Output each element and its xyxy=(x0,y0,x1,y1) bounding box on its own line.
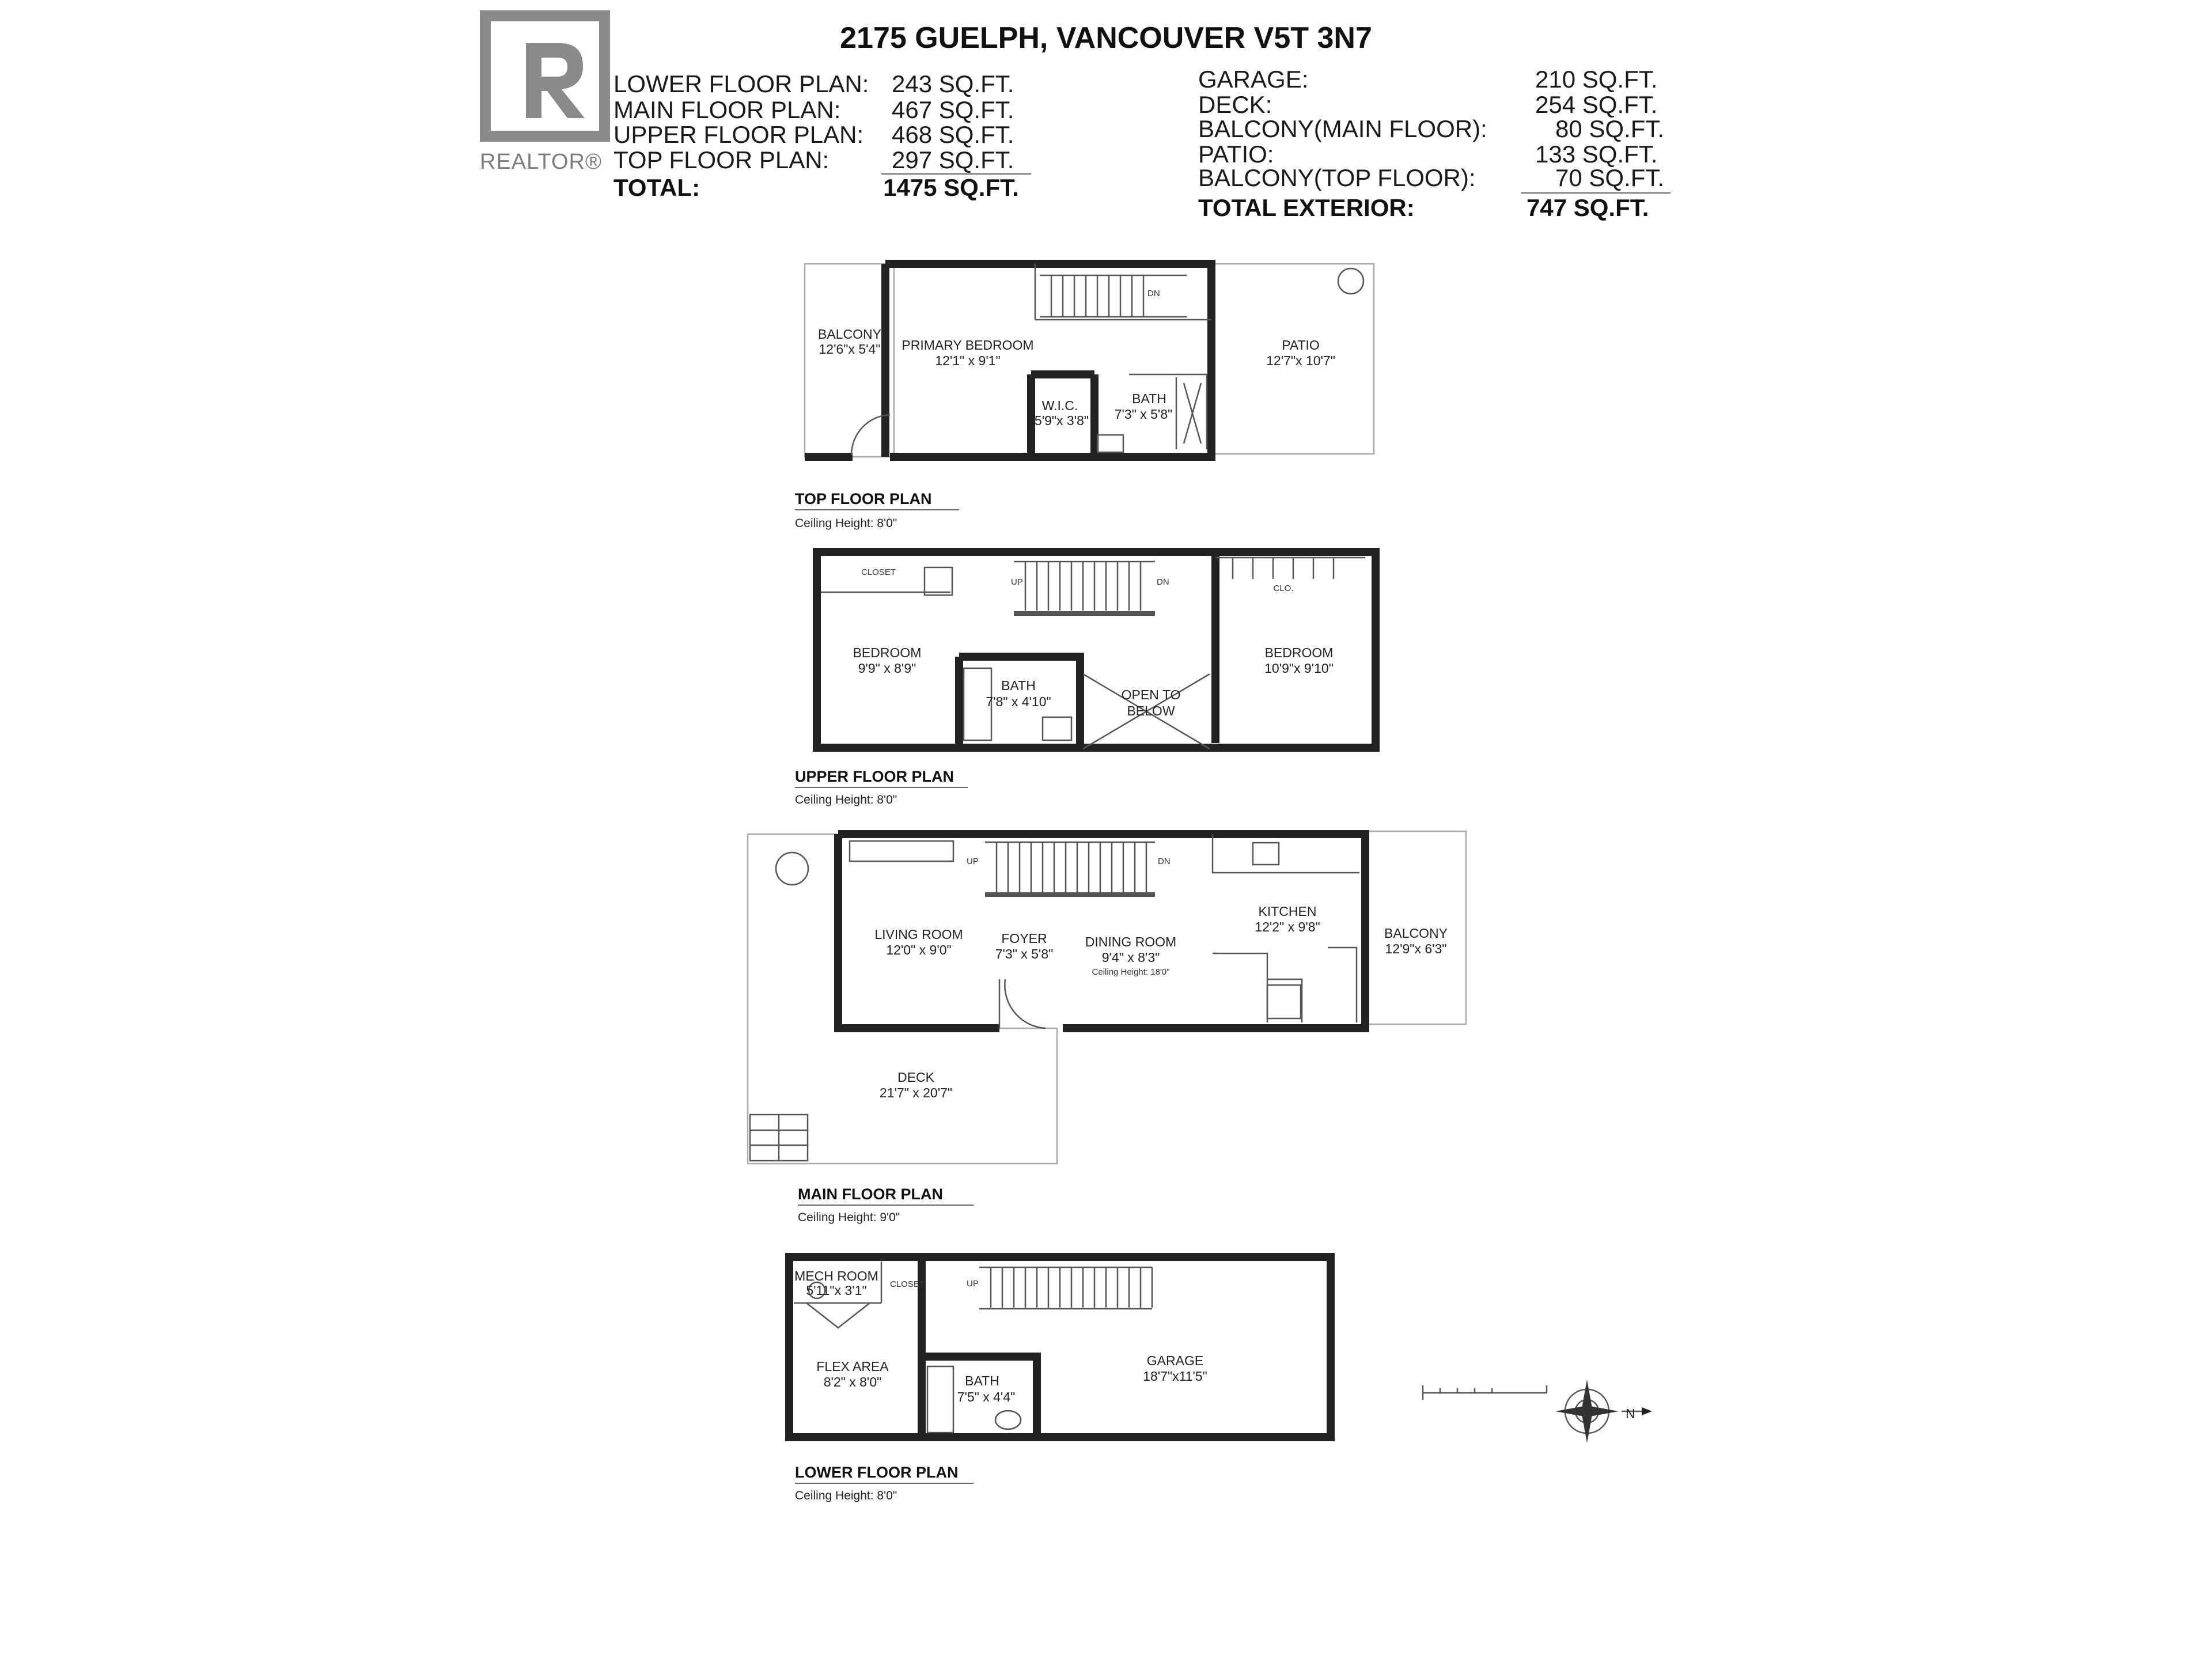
compass-rose-icon xyxy=(1555,1380,1652,1443)
top-floor-ceiling: Ceiling Height: 8'0" xyxy=(795,517,897,530)
top-wic-name: W.I.C. xyxy=(1041,398,1078,413)
interior-area-summary xyxy=(613,70,1031,201)
top-wic-dims: 5'9"x 3'8" xyxy=(1034,413,1089,428)
main-balcony-dims: 12'9"x 6'3" xyxy=(1385,941,1447,956)
exterior-value-balcony-top: 70 SQ.FT. xyxy=(1555,164,1665,191)
exterior-value-balcony-main: 80 SQ.FT. xyxy=(1555,115,1665,142)
upper-bedroom1-dims: 9'9" x 8'9" xyxy=(858,661,916,676)
interior-label-top: TOP FLOOR PLAN: xyxy=(613,146,830,173)
top-patio-name: PATIO xyxy=(1282,338,1320,353)
upper-stair-up-label: UP xyxy=(1011,577,1023,587)
compass-north-label: N xyxy=(1626,1406,1635,1421)
top-stair-dn-label: DN xyxy=(1147,289,1160,298)
mech-door-swing-icon xyxy=(806,1303,870,1328)
lower-closet-label: CLOSET xyxy=(889,1279,925,1289)
lower-bathtub-icon xyxy=(927,1366,953,1433)
upper-floor-title: UPPER FLOOR PLAN xyxy=(795,768,955,785)
main-kitchen-dims: 12'2" x 9'8" xyxy=(1255,919,1320,934)
upper-clo-label: CLO. xyxy=(1273,584,1294,593)
lower-interior-walls xyxy=(922,1257,1037,1437)
exterior-value-patio: 133 SQ.FT. xyxy=(1535,141,1658,168)
upper-bath-dims: 7'8" x 4'10" xyxy=(986,694,1051,709)
main-living-dims: 12'0" x 9'0" xyxy=(886,942,952,957)
upper-floor-ceiling: Ceiling Height: 8'0" xyxy=(795,793,897,806)
main-cabinet xyxy=(850,841,953,861)
lower-flex-dims: 8'2" x 8'0" xyxy=(823,1374,882,1389)
lower-bath-name: BATH xyxy=(965,1373,999,1388)
lower-stair xyxy=(967,1267,1152,1309)
lower-mech-dims: 5'11"x 3'1" xyxy=(806,1283,867,1298)
top-balcony-outline xyxy=(805,264,894,457)
main-foyer-name: FOYER xyxy=(1001,931,1047,946)
upper-stair xyxy=(1011,562,1169,613)
interior-value-lower: 243 SQ.FT. xyxy=(892,70,1014,97)
scale-bar-icon xyxy=(1423,1385,1547,1400)
interior-total-value: 1475 SQ.FT. xyxy=(883,174,1019,201)
main-dining-dims: 9'4" x 8'3" xyxy=(1101,950,1160,965)
main-dining-name: DINING ROOM xyxy=(1085,934,1177,949)
top-stair-walls xyxy=(1035,264,1211,320)
top-bath-dims: 7'3" x 5'8" xyxy=(1114,407,1173,422)
top-balcony-dims: 12'6"x 5'4" xyxy=(819,342,881,357)
realtor-wordmark: REALTOR® xyxy=(480,150,602,174)
main-deck-dims: 21'7" x 20'7" xyxy=(879,1085,953,1100)
kitchen-sink-icon xyxy=(1253,843,1279,865)
lower-sink-icon xyxy=(995,1411,1021,1429)
main-stair-up-label: UP xyxy=(967,857,979,866)
main-balcony-name: BALCONY xyxy=(1384,926,1448,941)
exterior-value-garage: 210 SQ.FT. xyxy=(1535,66,1658,93)
main-floor-title: MAIN FLOOR PLAN xyxy=(798,1185,943,1203)
interior-label-main: MAIN FLOOR PLAN: xyxy=(613,96,841,123)
interior-value-top: 297 SQ.FT. xyxy=(892,146,1014,173)
lower-bath-dims: 7'5" x 4'4" xyxy=(957,1389,1016,1404)
exterior-label-deck: DECK: xyxy=(1198,91,1272,118)
upper-closet-label: CLOSET xyxy=(861,567,896,577)
top-balcony-name: BALCONY xyxy=(818,327,881,342)
interior-value-main: 467 SQ.FT. xyxy=(892,96,1014,123)
lower-garage-name: GARAGE xyxy=(1146,1353,1204,1368)
lower-flex-name: FLEX AREA xyxy=(816,1359,889,1374)
upper-stair-dn-label: DN xyxy=(1157,577,1169,587)
exterior-label-balcony-top: BALCONY(TOP FLOOR): xyxy=(1198,164,1476,191)
plant-icon xyxy=(1338,268,1363,294)
main-kitchen-name: KITCHEN xyxy=(1258,904,1317,919)
main-living-name: LIVING ROOM xyxy=(874,927,963,942)
top-bath-name: BATH xyxy=(1132,391,1166,406)
interior-label-lower: LOWER FLOOR PLAN: xyxy=(613,70,869,97)
lower-floor-title: LOWER FLOOR PLAN xyxy=(795,1464,959,1481)
foyer-door-swing-icon xyxy=(1005,979,1046,1028)
interior-total-label: TOTAL: xyxy=(613,174,700,201)
upper-closet-rods xyxy=(1215,558,1365,579)
main-foyer-dims: 7'3" x 5'8" xyxy=(995,946,1054,961)
upper-bedroom1-name: BEDROOM xyxy=(853,645,922,660)
washer-dryer-icon xyxy=(925,567,952,595)
kitchen-upper-counter xyxy=(1213,834,1359,873)
tree-icon xyxy=(776,853,808,885)
top-patio-dims: 12'7"x 10'7" xyxy=(1266,353,1335,368)
top-floor-title: TOP FLOOR PLAN xyxy=(795,490,932,507)
top-stair xyxy=(1040,275,1187,317)
lower-stair-up-label: UP xyxy=(967,1279,979,1289)
exterior-total-value: 747 SQ.FT. xyxy=(1527,194,1649,221)
exterior-total-label: TOTAL EXTERIOR: xyxy=(1198,194,1415,221)
upper-bedroom2-dims: 10'9"x 9'10" xyxy=(1264,661,1334,676)
upper-bath-name: BATH xyxy=(1001,678,1036,693)
interior-label-upper: UPPER FLOOR PLAN: xyxy=(613,121,864,148)
exterior-label-garage: GARAGE: xyxy=(1198,66,1309,93)
main-stair-dn-label: DN xyxy=(1158,857,1171,866)
main-deck-name: DECK xyxy=(897,1070,934,1085)
realtor-logo xyxy=(480,10,610,174)
lower-floor-ceiling: Ceiling Height: 8'0" xyxy=(795,1489,897,1502)
upper-floor-plan xyxy=(795,552,1376,806)
sink-icon xyxy=(1043,717,1071,740)
upper-open-to-label: OPEN TO xyxy=(1121,687,1181,702)
top-primary-bedroom-name: PRIMARY BEDROOM xyxy=(902,338,1034,353)
main-stair xyxy=(967,842,1171,895)
realtor-r-icon xyxy=(480,10,610,142)
upper-below-label: BELOW xyxy=(1127,703,1175,718)
exterior-area-summary xyxy=(1198,66,1671,221)
main-floor-plan xyxy=(748,831,1466,1224)
upper-bedroom2-name: BEDROOM xyxy=(1264,645,1334,660)
lower-mech-name: MECH ROOM xyxy=(794,1268,878,1283)
main-dining-ceiling: Ceiling Height: 18'0" xyxy=(1092,967,1170,977)
stove-icon xyxy=(1267,985,1301,1018)
exterior-label-balcony-main: BALCONY(MAIN FLOOR): xyxy=(1198,115,1487,142)
deck-stair xyxy=(750,1115,808,1161)
lower-garage-dims: 18'7"x11'5" xyxy=(1143,1369,1207,1384)
exterior-value-deck: 254 SQ.FT. xyxy=(1535,91,1658,118)
interior-value-upper: 468 SQ.FT. xyxy=(892,121,1014,148)
main-floor-ceiling: Ceiling Height: 9'0" xyxy=(798,1211,900,1224)
toilet-icon xyxy=(1097,435,1123,452)
top-primary-bedroom-dims: 12'1" x 9'1" xyxy=(935,353,1001,368)
lower-floor-plan xyxy=(789,1257,1331,1502)
exterior-label-patio: PATIO: xyxy=(1198,141,1274,168)
top-floor-plan xyxy=(795,264,1374,530)
page-title: 2175 GUELPH, VANCOUVER V5T 3N7 xyxy=(840,21,1372,55)
